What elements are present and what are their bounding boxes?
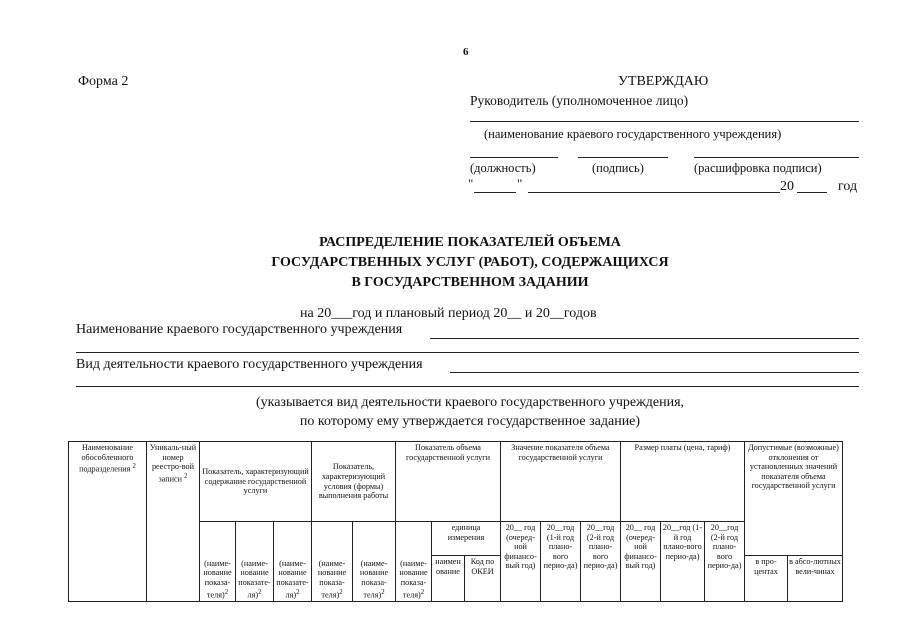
- note-line-1: (указывается вид деятельности краевого государственного учреждения,: [255, 395, 685, 410]
- h-conditions-name-1: (наиме-нование показа-теля)$^2$: [312, 522, 353, 602]
- year-suffix: год: [838, 179, 858, 194]
- h-fee-plan-year-2: 20__год (2-й год плано-вого перио-да): [705, 522, 745, 602]
- h-deviation-percent: в про-центах: [745, 556, 788, 602]
- institution-name-extra-line: [76, 352, 859, 353]
- h-value-plan-year-1: 20__год (1-й год плано-вого перио-да): [541, 522, 581, 602]
- h-conditions-indicator: Показатель, характеризующий условия (формы) выполнения работы: [312, 442, 396, 522]
- title-line-1: РАСПРЕДЕЛЕНИЕ ПОКАЗАТЕЛЕЙ ОБЪЕМА: [319, 235, 621, 250]
- h-content-indicator: Показатель, характеризующий содержание государственной услуги: [200, 442, 312, 522]
- date-quote-close: ": [517, 176, 523, 191]
- activity-label: Вид деятельности краевого государственного учреждения: [76, 357, 423, 372]
- h-volume-name: (наиме-нование показа-теля)$^2$: [396, 522, 432, 602]
- h-fee-size: Размер платы (цена, тариф): [621, 442, 745, 522]
- date-quote-open: ": [468, 176, 474, 191]
- h-subdivision: Наименование обособленного подразделения $^2$: [69, 442, 147, 602]
- h-indicator-value: Значение показателя объема государственной услуги: [501, 442, 621, 522]
- form-label: Форма 2: [78, 74, 129, 89]
- year-prefix: 20: [780, 179, 794, 194]
- page-number: 6: [463, 46, 469, 58]
- period-line: на 20___год и плановый период 20__ и 20__годов: [300, 306, 597, 321]
- h-fee-plan-year-1: 20__год (1-й год плано-вого перио-да): [661, 522, 705, 602]
- h-okei-code: Код по ОКЕИ: [465, 556, 501, 602]
- activity-note: [230, 393, 710, 431]
- institution-caption: (наименование краевого государственного учреждения): [484, 127, 782, 141]
- institution-line: [470, 121, 859, 122]
- distribution-table: [68, 441, 843, 602]
- h-value-current-year: 20__ год (очеред-ной финансо-вый год): [501, 522, 541, 602]
- approval-head: Руководитель (уполномоченное лицо): [470, 93, 689, 108]
- document-title: [160, 233, 780, 293]
- approval-title: УТВЕРЖДАЮ: [618, 74, 709, 89]
- institution-name-fill-line: [430, 338, 859, 339]
- signature-caption: (подпись): [592, 161, 644, 175]
- year-line: [797, 192, 827, 193]
- h-content-name-1: (наиме-нование показа-теля)$^2$: [200, 522, 236, 602]
- h-deviation-absolute: в абсо-лютных вели-чинах: [788, 556, 843, 602]
- h-volume-indicator: Показатель объема государственной услуги: [396, 442, 501, 522]
- activity-fill-line: [450, 372, 859, 373]
- date-day-line: [474, 192, 516, 193]
- date-month-line: [528, 192, 780, 193]
- h-conditions-name-2: (наиме-нование показа-теля)$^2$: [353, 522, 396, 602]
- position-line: [470, 157, 558, 158]
- institution-name-label: Наименование краевого государственного учреждения: [76, 322, 403, 337]
- h-allowed-deviation: Допустимые (возможные) отклонения от установленных значений показателя объема государственной услуги: [745, 442, 843, 556]
- activity-extra-line: [76, 386, 859, 387]
- h-fee-current-year: 20__ год (очеред-ной финансо-вый год): [621, 522, 661, 602]
- decoding-line: [694, 157, 859, 158]
- h-value-plan-year-2: 20__год (2-й год плано-вого перио-да): [581, 522, 621, 602]
- decoding-caption: (расшифровка подписи): [694, 161, 822, 175]
- h-unit-of-measure: единица измерения: [432, 522, 501, 556]
- signature-line: [578, 157, 668, 158]
- title-line-3: В ГОСУДАРСТВЕННОМ ЗАДАНИИ: [351, 275, 589, 290]
- title-line-2: ГОСУДАРСТВЕННЫХ УСЛУГ (РАБОТ), СОДЕРЖАЩИХСЯ: [271, 255, 669, 270]
- h-content-name-2: (наиме-нование показате-ля)$^2$: [236, 522, 274, 602]
- position-caption: (должность): [470, 161, 536, 175]
- h-unique-number: Уникаль-ный номер реестро-вой записи $^2$: [147, 442, 200, 602]
- h-unit-name: наимен ование: [432, 556, 465, 602]
- note-line-2: по которому ему утверждается государственное задание): [299, 414, 641, 429]
- h-content-name-3: (наиме-нование показате-ля)$^2$: [274, 522, 312, 602]
